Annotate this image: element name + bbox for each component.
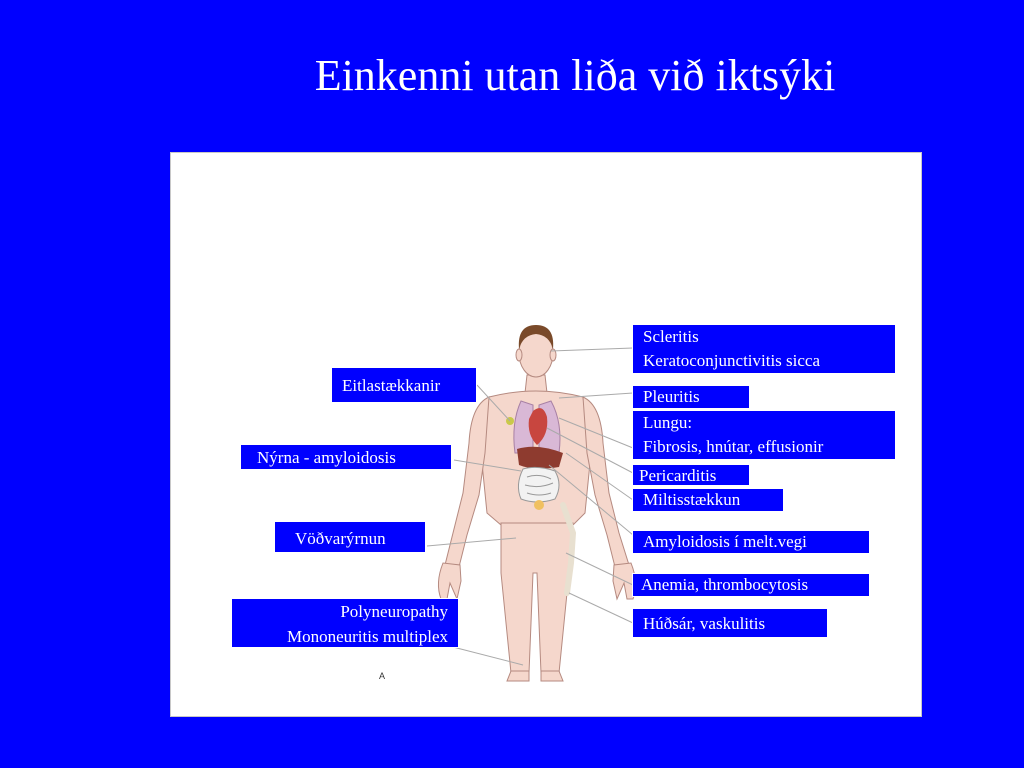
label-lungs <box>632 410 896 460</box>
label-lungu-detail: Fibrosis, hnútar, effusionir <box>643 437 824 456</box>
label-lungu: Lungu: <box>643 413 693 432</box>
label-pericarditis: Pericarditis <box>632 464 750 486</box>
label-eye <box>632 324 896 374</box>
bladder <box>534 500 544 510</box>
label-polyneuropathy: Polyneuropathy <box>340 602 448 621</box>
panel-letter: A <box>379 671 386 681</box>
label-miltisstaekkun: Miltisstækkun <box>632 488 784 512</box>
label-nyrna: Nýrna - amyloidosis <box>240 444 452 470</box>
label-hudsar: Húðsár, vaskulitis <box>632 608 828 638</box>
label-vodvarrnun: Vöðvarýrnun <box>274 521 426 553</box>
label-scleritis: Scleritis <box>643 327 699 346</box>
intestine <box>518 467 559 502</box>
label-keratoconjunctivitis: Keratoconjunctivitis sicca <box>643 351 821 370</box>
slide-title: Einkenni utan liða við iktsýki <box>314 51 836 100</box>
head <box>516 325 556 377</box>
label-amyloidosis-melt: Amyloidosis í melt.vegi <box>632 530 870 554</box>
label-neuropathy <box>231 598 459 648</box>
label-pleuritis: Pleuritis <box>632 385 750 409</box>
label-eitlastaekkanir: Eitlastækkanir <box>331 367 477 403</box>
label-anemia: Anemia, thrombocytosis <box>632 573 870 597</box>
label-mononeuritis: Mononeuritis multiplex <box>286 627 448 646</box>
